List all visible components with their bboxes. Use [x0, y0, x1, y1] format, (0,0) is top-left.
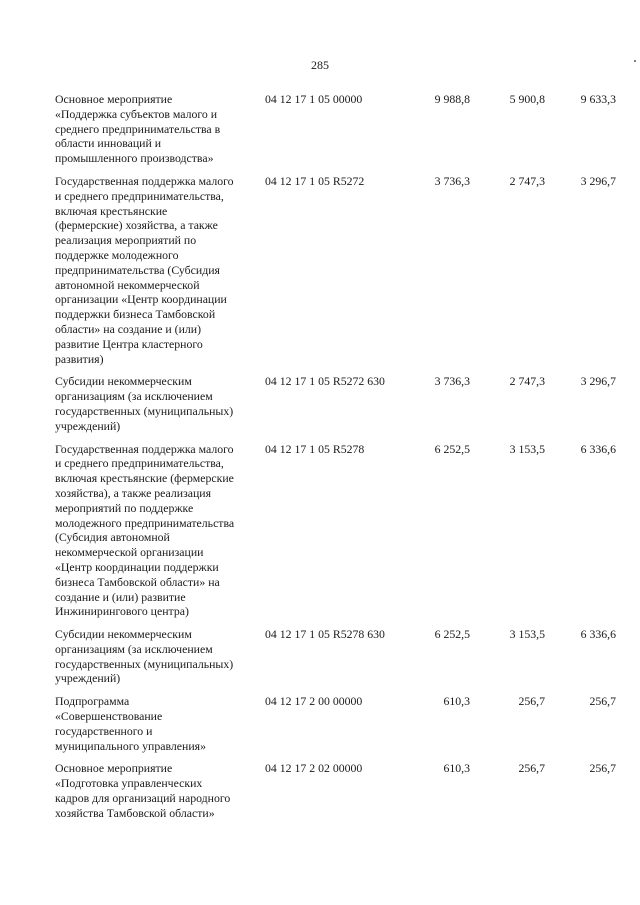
row-amount-2: 2 747,3 [509, 173, 545, 188]
row-amount-3: 3 296,7 [580, 374, 616, 389]
row-amount-3: 6 336,6 [580, 627, 616, 642]
row-name: Подпрограмма «Совершенствование государственного и муниципального управления» [55, 694, 206, 753]
row-amount-3: 6 336,6 [580, 441, 616, 456]
row-name: Субсидии некоммерческим организациям (за исключением государственных (муниципальных) учреждений) [55, 627, 234, 686]
row-amount-2: 3 153,5 [509, 441, 545, 456]
row-name: Субсидии некоммерческим организациям (за исключением государственных (муниципальных) учреждений) [55, 374, 234, 433]
row-amount-1: 6 252,5 [434, 627, 470, 642]
row-name: Основное мероприятие «Поддержка субъектов малого и среднего предпринимательства в области инноваций и промышленного производства» [55, 92, 221, 166]
row-amount-3: 3 296,7 [580, 173, 616, 188]
table-row [55, 92, 625, 166]
row-code: 04 12 17 1 05 R5272 630 [265, 374, 385, 389]
row-amount-3: 256,7 [589, 761, 616, 776]
row-code: 04 12 17 1 05 R5278 [265, 441, 365, 456]
row-code: 04 12 17 1 05 00000 [265, 92, 363, 106]
row-amount-2: 256,7 [518, 761, 545, 776]
table-row [55, 174, 625, 366]
table-row [55, 442, 625, 620]
row-amount-1: 6 252,5 [434, 441, 470, 456]
row-code: 04 12 17 2 02 00000 [265, 761, 363, 776]
row-amount-2: 5 900,8 [509, 92, 545, 106]
page-number: 285 [311, 58, 329, 72]
table-row [55, 627, 625, 686]
row-amount-1: 610,3 [443, 694, 470, 709]
row-code: 04 12 17 1 05 R5278 630 [265, 627, 385, 642]
table-row [55, 761, 625, 820]
budget-table [55, 92, 625, 829]
row-amount-1: 3 736,3 [434, 374, 470, 389]
table-row [55, 374, 625, 433]
scan-mark [634, 60, 636, 62]
row-amount-1: 9 988,8 [434, 92, 470, 106]
row-amount-2: 256,7 [518, 694, 545, 709]
row-amount-1: 610,3 [443, 761, 470, 776]
row-amount-2: 3 153,5 [509, 627, 545, 642]
row-code: 04 12 17 2 00 00000 [265, 694, 363, 709]
row-code: 04 12 17 1 05 R5272 [265, 173, 365, 188]
table-row [55, 694, 625, 753]
row-name: Государственная поддержка малого и среднего предпринимательства, включая крестьянские (фермерские) хозяйства, а также реализация мероприятий по поддержке молодежного предпринимательства (Субсидия автономной некоммерческой организации «Центр координации поддержки бизнеса Тамбовской области» на создание и (или) развитие Центра кластерного развития) [55, 173, 234, 366]
row-name: Государственная поддержка малого и среднего предпринимательства, включая крестьянские (фермерские хозяйства), а также реализация мероприятий по поддержке молодежного предпринимательства (Субсидия автономной некоммерческой организации «Центр координации поддержки бизнеса Тамбовской области» на создание и (или) развитие Инжинирингового центра) [55, 441, 235, 619]
row-name: Основное мероприятие «Подготовка управленческих кадров для организаций народного хозяйства Тамбовской области» [55, 761, 231, 820]
row-amount-2: 2 747,3 [509, 374, 545, 389]
row-amount-1: 3 736,3 [434, 173, 470, 188]
row-amount-3: 9 633,3 [580, 92, 616, 106]
row-amount-3: 256,7 [589, 694, 616, 709]
